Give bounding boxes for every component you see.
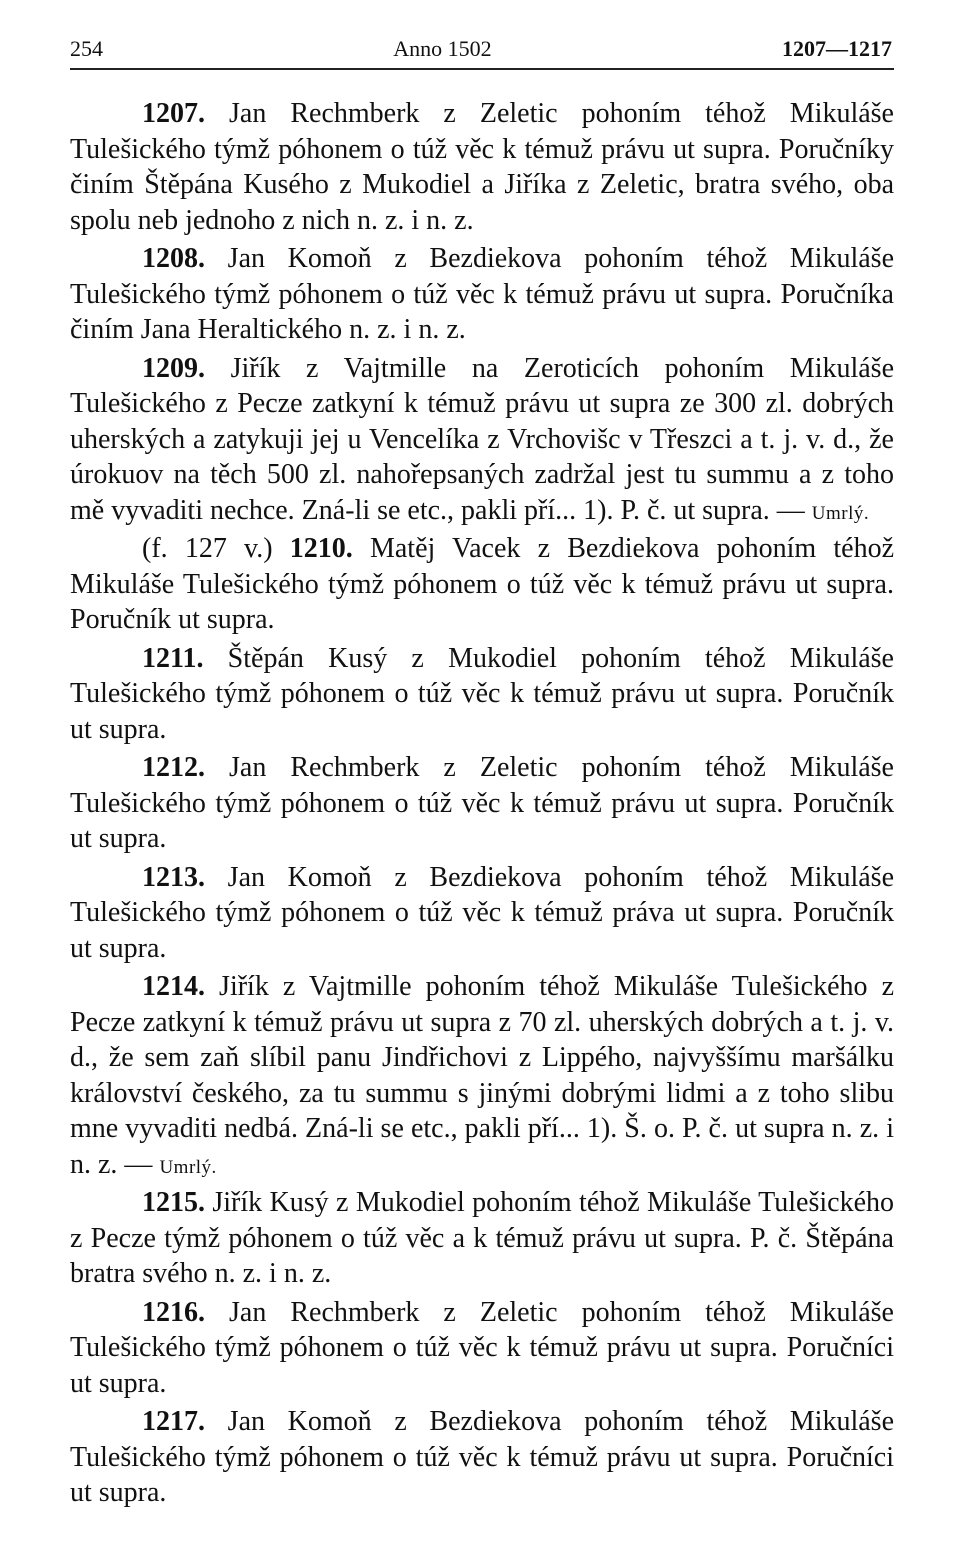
entry-1207 — [70, 96, 894, 241]
entry-1208 — [70, 241, 894, 351]
entry-range: 1207—1217 — [781, 36, 892, 61]
entry-1215 — [70, 1185, 894, 1295]
entry-1216 — [70, 1295, 894, 1405]
entry-number: 1217. — [142, 1406, 205, 1437]
entry-number: 1213. — [142, 861, 205, 893]
entry-number: 1211. — [142, 642, 204, 674]
entry-text: Jiřík z Vajtmille pohoním téhož Mikuláše Tulešického z Pecze zatkyní k témuž právu ut supra z 70 zl. uherských dobrých a t. j. v. d., že sem zaň slíbil panu Jindřichovi z Lippého, najvyššímu maršálku království českého, za tu summu s jinými dobrými lidmi a z toho slibu mne vyvaditi nedbá. Zná-li se etc., pakli pří... 1). Š. o. P. č. ut supra n. z. i n. z. — — [70, 971, 894, 1180]
entry-text: Štěpán Kusý z Mukodiel pohoním téhož Mikuláše Tulešického týmž póhonem o túž věc k témuž právu ut supra. Poručník ut supra. — [70, 642, 894, 745]
entry-text: Jiřík z Vajtmille na Zeroticích pohoním Mikuláše Tulešického z Pecze zatkyní k témuž právu ut supra ze 300 zl. dobrých uherských a zatykuji jej u Vencelíka z Vrchovišc v Třeszci a t. j. v. d., že úrokuov na těch 500 zl. nahořepsaných zadržal jest tu summu a z toho mě vyvaditi nechce. Zná-li se etc., pakli pří... 1). P. č. ut supra. — — [70, 352, 894, 526]
entry-text: Jan Rechmberk z Zeletic pohoním téhož Mikuláše Tulešického týmž póhonem o túž věc k témuž právu ut supra. Poručníci ut supra. — [70, 1296, 894, 1399]
folio-reference: (f. 127 v.) — [142, 533, 290, 564]
entry-number: 1215. — [142, 1187, 205, 1218]
entry-1209 — [70, 351, 894, 532]
entry-number: 1209. — [142, 352, 205, 384]
running-title: Anno 1502 — [393, 36, 492, 61]
running-head — [70, 36, 894, 70]
entry-number: 1208. — [142, 243, 205, 274]
entry-1210 — [70, 531, 894, 641]
entry-text: Jiřík Kusý z Mukodiel pohoním téhož Mikuláše Tulešického z Pecze týmž póhonem o túž věc a k témuž právu ut supra. P. č. Štěpána bratra svého n. z. i n. z. — [70, 1187, 894, 1289]
entry-1214 — [70, 969, 894, 1185]
entry-number: 1207. — [142, 98, 205, 129]
entry-number: 1212. — [142, 752, 205, 783]
entry-note: Umrlý. — [811, 502, 870, 524]
entry-text: Jan Rechmberk z Zeletic pohoním téhož Mikuláše Tulešického týmž póhonem o túž věc k témuž právu ut supra. Poručníky činím Štěpána Kusého z Mukodiel a Jiříka z Zeletic, bratra svého, oba spolu neb jednoho z nich n. z. i n. z. — [70, 98, 894, 236]
entry-text: Matěj Vacek z Bezdiekova pohoním téhož Mikuláše Tulešického týmž póhonem o túž věc k témuž právu ut supra. Poručník ut supra. — [70, 533, 895, 635]
body-text — [70, 96, 894, 1514]
entry-number: 1216. — [142, 1296, 205, 1328]
entry-text: Jan Rechmberk z Zeletic pohoním téhož Mikuláše Tulešického týmž póhonem o túž věc k témuž právu ut supra. Poručník ut supra. — [70, 752, 894, 854]
entry-number: 1214. — [142, 971, 205, 1002]
entry-text: Jan Komoň z Bezdiekova pohoním téhož Mikuláše Tulešického týmž póhonem o túž věc k témuž právu ut supra. Poručníka činím Jana Heraltického n. z. i n. z. — [70, 243, 894, 345]
entry-1212 — [70, 750, 894, 860]
entry-1211 — [70, 641, 894, 751]
entry-1213 — [70, 860, 894, 970]
entry-text: Jan Komoň z Bezdiekova pohoním téhož Mikuláše Tulešického týmž póhonem o túž věc k témuž právu ut supra. Poručníci ut supra. — [70, 1406, 894, 1508]
entry-note: Umrlý. — [159, 1156, 217, 1178]
entry-text: Jan Komoň z Bezdiekova pohoním téhož Mikuláše Tulešického týmž póhonem o túž věc k témuž práva ut supra. Poručník ut supra. — [70, 861, 894, 964]
entry-number: 1210. — [289, 533, 353, 564]
page-number: 254 — [70, 36, 103, 61]
entry-1217 — [70, 1404, 894, 1514]
